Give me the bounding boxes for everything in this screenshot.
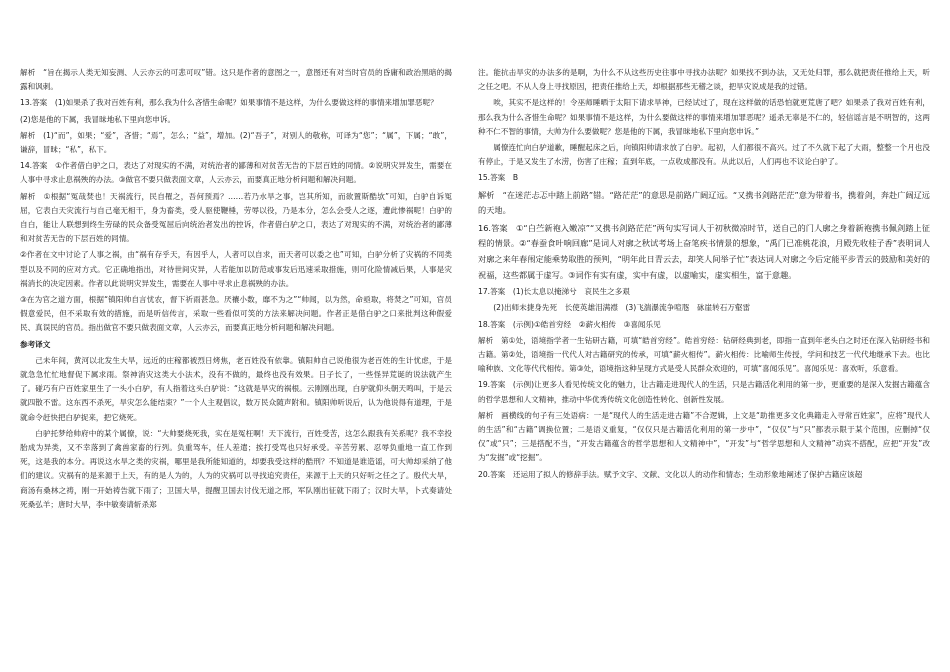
translation-paragraph-1: 己未年间，黄河以北发生大旱，远近的庄稼都被烈日烤焦，老百姓没有依靠。镇阳帅自己说他很为老百姓的生计忧虑，于是就急急忙忙地督促下属求雨。祭神消灾这类大小法术，没有不做的，最终也没有效果。日子长了，一些怪异荒诞的说法就产生了。碰巧有户百姓家里生了一头小白驴，有人指着这头白驴说：“这就是旱灾的祸根。云刚刚出现，白驴就仰头朝天鸣叫，于是云就四散不雷。这东西不杀死，旱灾怎么能结束？”一个人主观倡议，数万民众随声附和。镇阳帅听说后，认为他说得有道理，于是就命令赶快把白驴捉来，把它烧死。 (20, 355, 452, 422)
translation-paragraph-2: 白驴托梦给帅府中的某个属僚，说：“大帅要烧死我，实在是冤枉啊！天下流行，百姓受苦，这怎么跟我有关系呢？我不幸投胎成为异类，又不幸落到了禽兽家畜的行列。负重驾车，任人差遣；挨打受骂也只好承受。辛苦劳累、忍辱负重地一直工作到死，这是我的本分。再说这水旱之类的灾祸，哪里是我所能知道的，却要我受这样的酷刑？不知道是谁造谣，可大帅却采纳了他们的建议。灾祸有的是来源于上天，有的是人为的，人为的灾祸可以寻找追究责任，来源于上天的只好听之任之了。殷代大旱，商汤有桑林之祷，刚一开始祷告就下雨了；卫国大旱，提醒卫国去讨伐无道之邢，军队刚出征就下雨了；汉时大旱，卜式奏请处死桑弘羊；唐时大旱，李中敏奏请斩杀郑 (20, 428, 452, 509)
analysis-15: 解析 “在迷茫忐忑中踏上前路”错。“路茫茫”的意思是前路广阔辽远。“又携书剑路茫茫”意为带着书，携着剑，奔赴广阔辽远的天地。 (478, 189, 930, 216)
analysis-14-point1: 解析 ①根据“冤哉焚也！天祸流行，民自罹之，吾何预焉？……若乃水旱之事，岂其所知，而欲置斯酷欤”可知，白驴自诉冤屈，它表白天灾流行与自己毫无相干，身为畜类，受人驱使鞭棰，劳辱以役，乃是本分，怎么会受人之逐，遭此惨祸呢！白驴的自白，能让人联想到终生劳碌的民众备受冤屈后向统治者发出的控诉，作者借白驴之口，表达了对现实的不满，对统治者的鄙薄和对贫苦无告的下层百姓的同情。 (20, 191, 452, 244)
translation-paragraph-4: 属僚连忙向白驴道歉，睡醒起床之后，向镇阳帅请求放了白驴。起初，人们都很不高兴。过了不久就下起了大雨，整整一个月也没有停止，于是又发生了水涝，伤害了庄稼；直到年底，一点收成都没有。从此以后，人们再也不议论白驴了。 (478, 143, 930, 167)
analysis-14-point3: ③在为官之道方面，根据“镇阳帅自言忧农，督下祈雨甚急。厌禳小数，靡不为之”“帅闻，以为然，命亟取，将焚之”可知，官员假意爱民，但不采取有效的措施，而是听信传言，采取一些看似可笑的方法来解决问题。作者正是借白驴之口来批判这种假爱民、真误民的官员。指出做官不要只做表面文章，人云亦云，而要真正地分析问题和解决问题。 (20, 295, 452, 333)
answer-17: 17.答案 (1)长太息以掩涕兮 哀民生之多艰 (478, 287, 630, 297)
answer-18: 18.答案 (示例)①皓首穷经 ②薪火相传 ③喜闻乐见 (478, 319, 661, 329)
analysis-19: 解析 画横线的句子有三处语病：一是“现代人的生活走进古籍”不合逻辑，上文是“助推更多文化典籍走入寻常百姓家”，应将“现代人的生活”和“古籍”调换位置；二是语义重复，“仅仅只是古籍活化利用的第一步中”，“仅仅”与“只”都表示限于某个范围，应删掉“仅仅”或“只”；三是搭配不当，“开发古籍蕴含的哲学思想和人文精神中”，“开发”与“哲学思想和人文精神”动宾不搭配，应把“开发”改为“发掘”或“挖掘”。 (478, 410, 930, 463)
answer-16: 16.答案 ①“白苎新袍入嫩凉”“又携书剑路茫茫”两句实写词人于初秋微凉时节，送自己的门人廓之身着新袍携书佩剑踏上征程的情景。②“春蚕食叶响回廊”是词人对廓之秋试考场上奋笔疾书情景的想象，“禹门已准桃花浪，月殿先收桂子香”表明词人对廓之来年春闱定能乘势取胜的预判，“明年此日青云去，却笑人间举子忙”表达词人对廓之今后定能平步青云的鼓励和美好的祝福，这些都属于虚写。③词作有实有虚，实中有虚，以虚喻实，虚实相生，富于意趣。 (478, 222, 930, 280)
answer-20: 20.答案 还运用了拟人的修辞手法。赋予文字、文献、文化以人的动作和情态；生动形象地阐述了保护古籍应该超 (478, 469, 863, 479)
answer-19: 19.答案 (示例)让更多人看见传统文化的魅力，让古籍走进现代人的生活，只是古籍活化利用的第一步，更重要的是深入发掘古籍蕴含的哲学思想和人文精神，推动中华优秀传统文化创造性转化、创新性发展。 (478, 380, 930, 404)
answer-13: 13.答案 (1)如果杀了我对百姓有利，那么我为什么吝惜生命呢？如果事情不是这样，为什么要做这样的事情来增加罪恶呢？ (20, 98, 438, 108)
analysis-12: 解析 “旨在揭示人类无知妄测、人云亦云的可悲可叹”错。这只是作者的意图之一，意图还有对当时官员的昏庸和政治黑暗的揭露和讽刺。 (20, 68, 452, 92)
answer-15: 15.答案 B (478, 173, 519, 183)
left-column (20, 66, 452, 514)
translation-paragraph-2-cont: 注。能抗击旱灾的办法多的是啊，为什么不从这些历史往事中寻找办法呢？如果找不到办法，又无处归罪，那么就把责任推给上天，听之任之吧。不从人身上寻找原因，把责任推给上天，却根据那些无稽之谈，把旱灾说成是我的过错。 (478, 68, 930, 92)
analysis-14-point2: ②作者在文中讨论了人事之祸，由“祸有存乎天，有因乎人，人者可以自求，而天者可以委之也”可知，白驴分析了灾祸的不同类型以及不同的应对方式。它正确地指出，对待世间灾异，人若能加以防范或事发后迅速采取措施，则可化险情减后果，人事是灾祸消长的决定因素。作者以此说明灾异发生，需要在人事中寻求止息祸殃的办法。 (20, 250, 452, 288)
right-column (478, 66, 930, 484)
analysis-13: 解析 (1)“而”，如果；“爱”，吝惜；“焉”，怎么；“益”，增加。(2)“吾子”，对别人的敬称，可译为“您”；“属”，下属；“敢”，谦辞，冒昧；“私”，私下。 (20, 130, 452, 155)
translation-heading: 参考译文 (20, 339, 51, 349)
answer-14: 14.答案 ①作者借白驴之口，表达了对现实的不满，对统治者的鄙薄和对贫苦无告的下层百姓的同情。②说明灾异发生，需要在人事中寻求止息祸殃的办法。③做官不要只做表面文章，人云亦云，而要真正地分析问题和解决问题。 (20, 161, 452, 185)
translation-paragraph-3: 唉，其实不是这样的！令巫师睡晒于太阳下请求旱神，已经试过了，现在这样做的话恐怕就更荒唐了吧？如果杀了我对百姓有利，那么我为什么吝惜生命呢？如果事情不是这样，为什么要做这样的事情来增加罪恶呢？遥杀无辜是不仁的，轻信谣言是不明智的，这两种不仁不智的事情，大帅为什么要做呢？您是他的下属，我冒昧地私下里向您申诉。” (478, 98, 930, 136)
answer-13-part2: (2)您是他的下属，我冒昧地私下里向您申诉。 (20, 114, 176, 124)
answer-17-parts: (2)出师未捷身先死 长使英雄泪满襟 (3)飞湍瀑流争喧豗 砯崖转石万壑雷 (493, 303, 751, 313)
analysis-18: 解析 第①处，语境指学者一生钻研古籍，可填“皓首穷经”。皓首穷经：钻研经典到老，即指一直到年老头白之时还在深入钻研经书和古籍。第②处，语境指一代代人对古籍研究的传承，可填“薪火相传”。薪火相传：比喻师生传授，学问和技艺一代代地继承下去。也比喻种族、文化等代代相传。第③处，语境指这种呈现方式是受人民群众欢迎的，可填“喜闻乐见”。喜闻乐见：喜欢听，乐意看。 (478, 335, 930, 374)
